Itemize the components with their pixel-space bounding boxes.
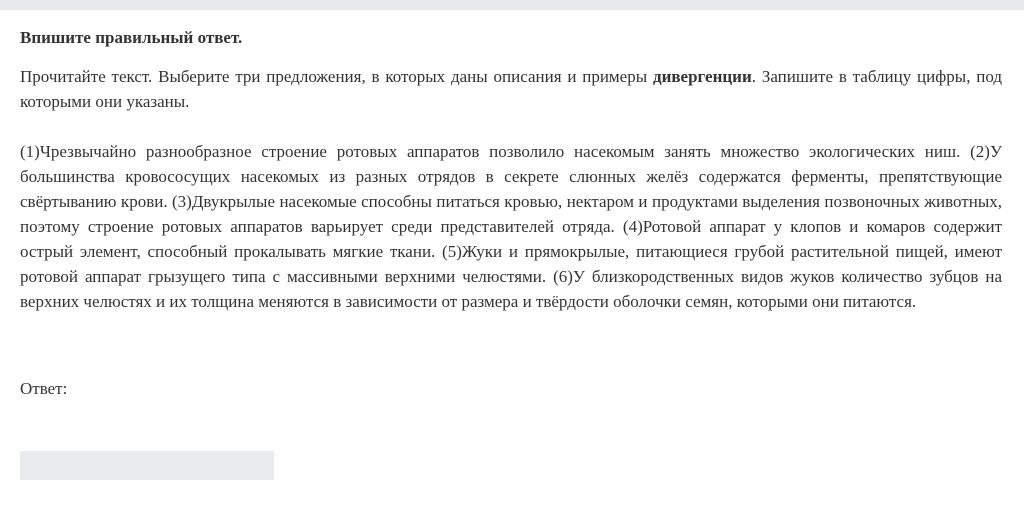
- task-keyword: дивергенции: [652, 67, 752, 86]
- question-instruction: Впишите правильный ответ.: [20, 28, 243, 47]
- task-text: [20, 64, 1002, 114]
- answer-input[interactable]: [20, 451, 274, 480]
- question-content: [20, 26, 1002, 314]
- task-text-end: . Запишите в таблицу цифры, под которыми они указаны.: [20, 67, 1003, 111]
- top-bar: [0, 0, 1024, 10]
- task-text-start: Прочитайте текст. Выберите три предложения, в которых даны описания и примеры: [20, 67, 653, 86]
- answer-label: Ответ:: [20, 379, 68, 398]
- passage-text: (1)Чрезвычайно разнообразное строение ротовых аппаратов позволило насекомым занять множество экологических ниш. (2)У большинства кровососущих насекомых из разных отрядов в секрете слюнных желёз содержатся ферменты, препятствующие свёртыванию крови. (3)Двукрылые насекомые способны питаться кровью, нектаром и продуктами выделения позвоночных животных, поэтому строение ротовых аппаратов варьирует среди представителей отряда. (4)Ротовой аппарат у клопов и комаров содержит острый элемент, способный прокалывать мягкие ткани. (5)Жуки и прямокрылые, питающиеся грубой растительной пищей, имеют ротовой аппарат грызущего типа с массивными верхними челюстями. (6)У близкородственных видов жуков количество зубцов на верхних челюстях и их толщина меняются в зависимости от размера и твёрдости оболочки семян, которыми они питаются.: [20, 142, 1002, 311]
